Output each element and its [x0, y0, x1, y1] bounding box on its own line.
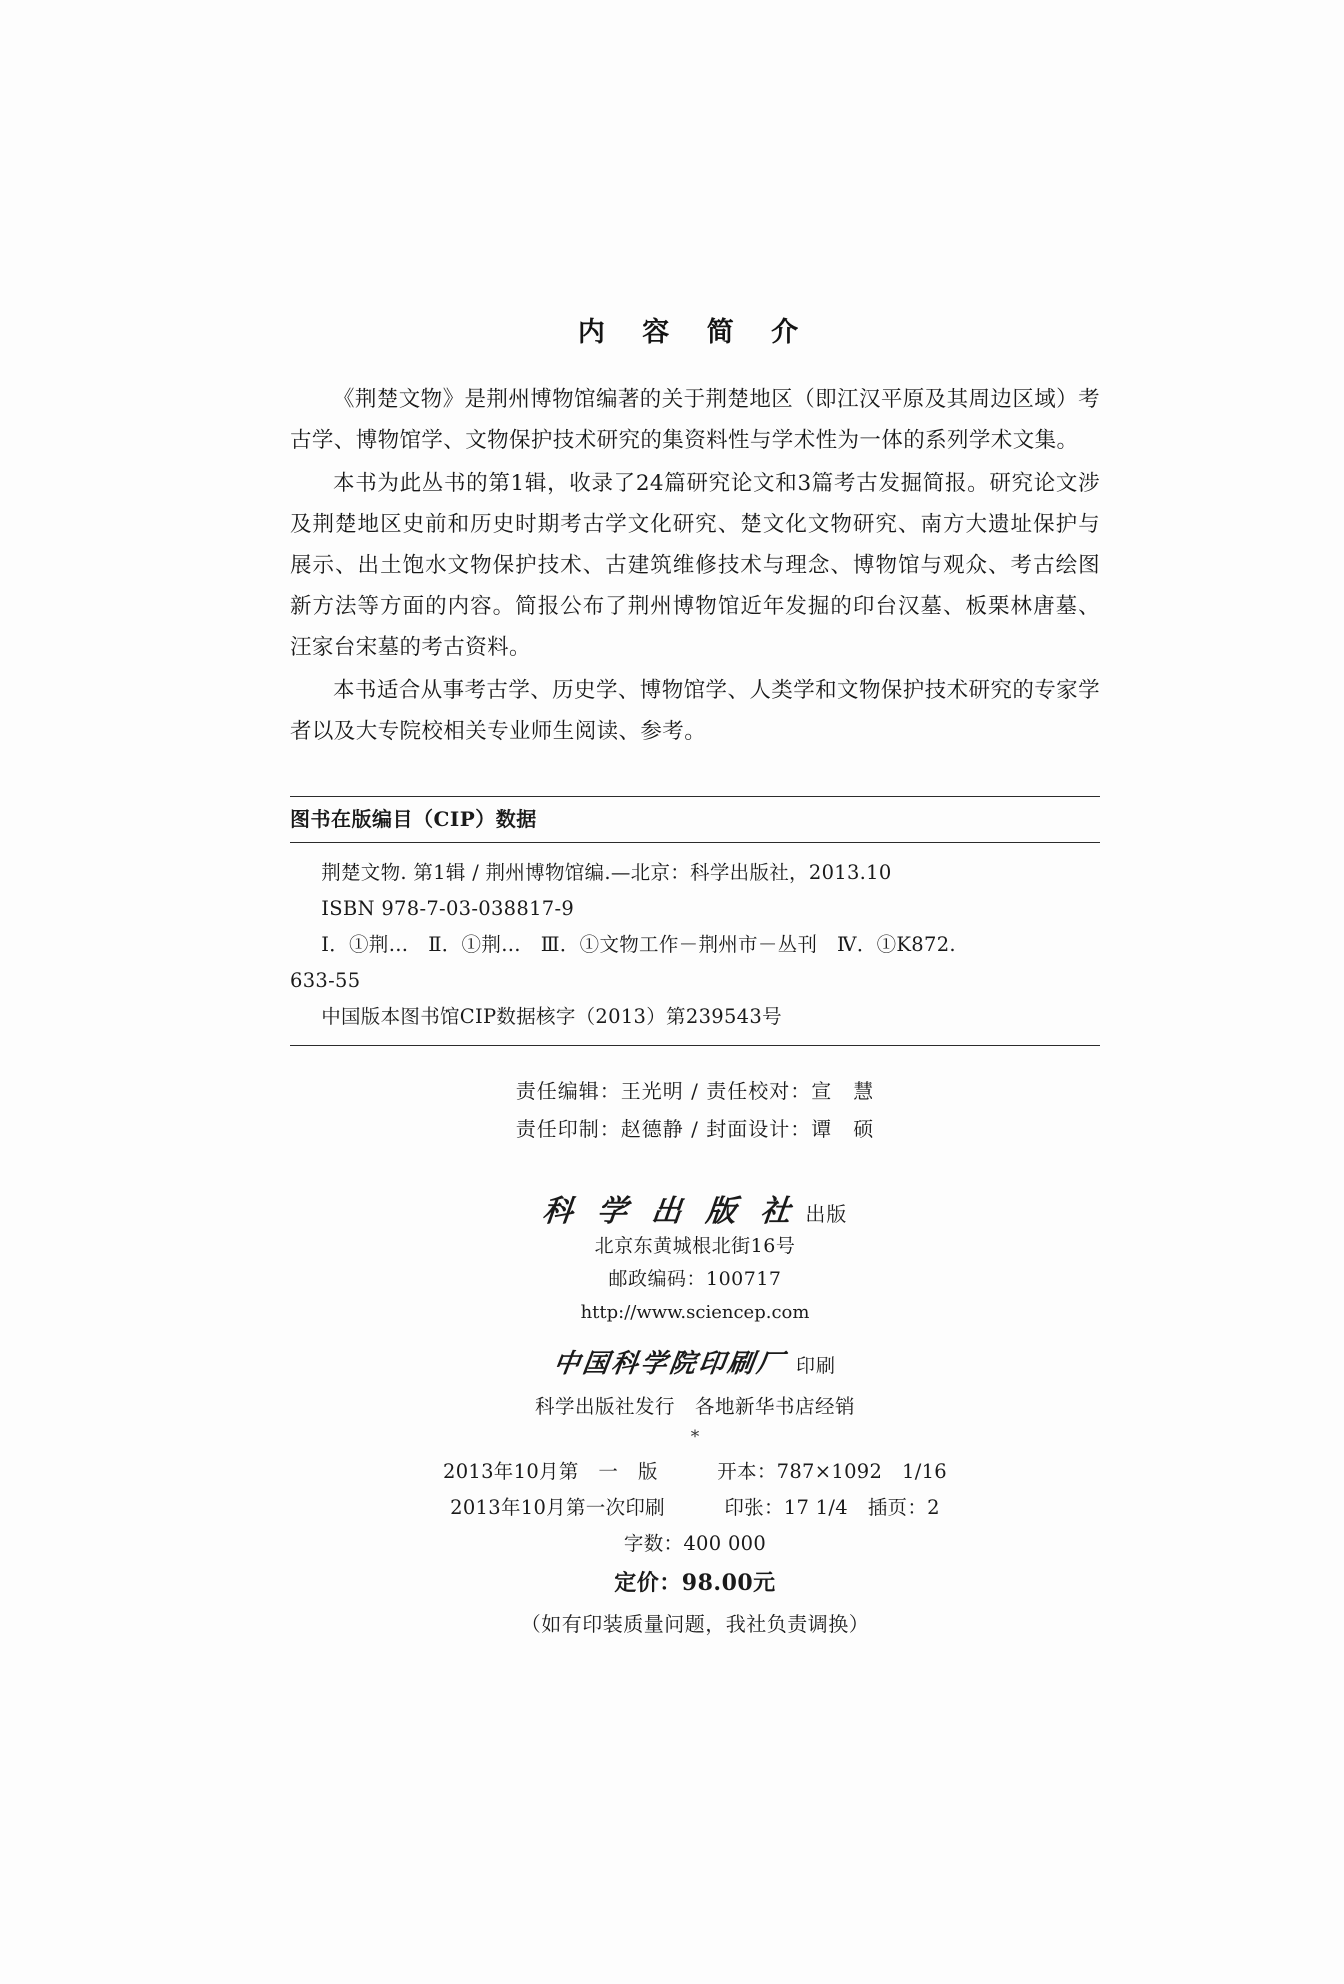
intro-paragraph: 本书适合从事考古学、历史学、博物馆学、人类学和文物保护技术研究的专家学者以及大专院校相关专业师生阅读、参考。 [290, 678, 1100, 744]
quality-note: （如有印装质量问题，我社负责调换） [520, 1612, 870, 1636]
intro-paragraph: 本书为此丛书的第1辑，收录了24篇研究论文和3篇考古发掘简报。研究论文涉及荆楚地区史前和历史时期考古学文化研究、楚文化文物研究、南方大遗址保护与展示、出土饱水文物保护技术、古建筑维修技术与理念、博物馆与观众、考古绘图新方法等方面的内容。简报公布了荆州博物馆近年发掘的印台汉墓、板栗林唐墓、汪家台宋墓的考古资料。 [290, 471, 1100, 660]
cip-line: Ⅰ．①荆… Ⅱ．①荆… Ⅲ．①文物工作－荆州市－丛刊 Ⅳ．①K872. [321, 933, 956, 956]
publisher-url: http://www.sciencep.com [580, 1302, 810, 1323]
separator-asterisk: * [690, 1427, 700, 1447]
cip-section [290, 796, 1100, 1046]
credit-line: 责任编辑：王光明 / 责任校对：宣 慧 [515, 1079, 875, 1103]
credits-section [290, 1046, 1100, 1148]
publisher-row [290, 1186, 1100, 1230]
spec-row: 字数：400 000 [623, 1532, 767, 1555]
cip-heading: 图书在版编目（CIP）数据 [290, 807, 537, 831]
publisher-section [290, 1186, 1100, 1448]
page-content [290, 310, 1100, 1644]
introduction-section [290, 379, 1100, 752]
page-title: 内 容 简 介 [577, 317, 813, 348]
cip-line: 中国版本图书馆CIP数据核字（2013）第239543号 [321, 1005, 782, 1028]
publisher-suffix: 出版 [805, 1202, 848, 1226]
printer-suffix: 印刷 [796, 1355, 837, 1377]
specs-section [290, 1454, 1100, 1644]
cip-body [290, 843, 1100, 1045]
price-line: 定价：98.00元 [614, 1570, 776, 1596]
publisher-postcode: 邮政编码：100717 [608, 1268, 782, 1290]
distribution-line: 科学出版社发行 各地新华书店经销 [534, 1395, 855, 1418]
credit-line: 责任印制：赵德静 / 封面设计：谭 硕 [515, 1117, 875, 1141]
printer-name: 中国科学院印刷厂 [551, 1349, 788, 1379]
spec-row: 2013年10月第一次印刷 印张：17 1/4 插页：2 [450, 1496, 940, 1519]
cip-line: 荆楚文物. 第1辑 / 荆州博物馆编.—北京：科学出版社，2013.10 [321, 861, 892, 884]
cip-line: 633-55 [290, 969, 361, 992]
printer-row [290, 1343, 1100, 1380]
publisher-name: 科 学 出 版 社 [540, 1194, 799, 1229]
spec-row: 2013年10月第 一 版 开本：787×1092 1/16 [442, 1460, 947, 1483]
intro-paragraph: 《荆楚文物》是荆州博物馆编著的关于荆楚地区（即江汉平原及其周边区域）考古学、博物馆学、文物保护技术研究的集资料性与学术性为一体的系列学术文集。 [290, 387, 1100, 453]
cip-line: ISBN 978-7-03-038817-9 [321, 897, 575, 920]
publisher-address: 北京东黄城根北街16号 [594, 1235, 796, 1257]
